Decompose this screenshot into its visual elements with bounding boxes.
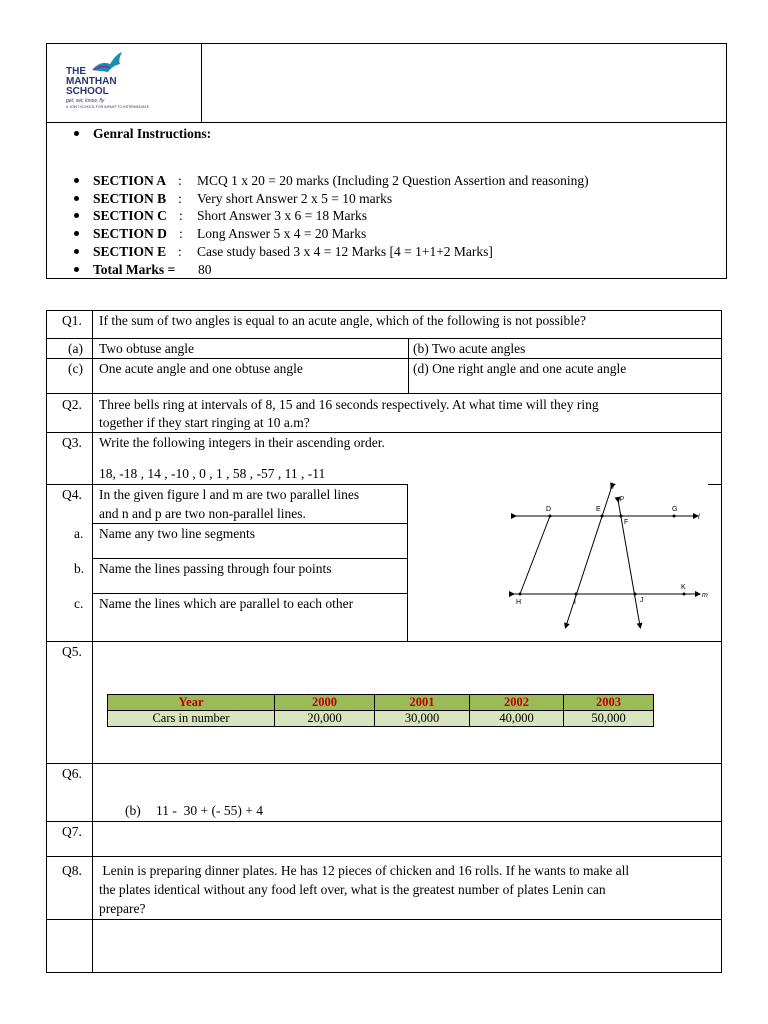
section-e-sep: : (178, 244, 182, 259)
table-header-cell: 2001 (375, 695, 470, 711)
q5-cars-table (107, 694, 654, 727)
row-line (46, 856, 722, 857)
section-e-text: Case study based 3 x 4 = 12 Marks [4 = 1+1+2 Marks] (197, 244, 493, 259)
figure-divider (407, 484, 408, 641)
q1-option-a-label: (a) (68, 341, 83, 356)
section-b-text: Very short Answer 2 x 5 = 10 marks (197, 191, 393, 206)
line-p (618, 500, 640, 626)
q1-option-c: One acute angle and one obtuse angle (99, 361, 303, 376)
section-d-label: SECTION D (93, 226, 167, 241)
label-p: p (620, 495, 624, 502)
bullet-icon (74, 178, 79, 183)
line-n (566, 486, 612, 626)
row-line (46, 763, 722, 764)
table-header-row (108, 695, 654, 711)
section-a-label: SECTION A (93, 173, 167, 188)
table-header-cell: 2000 (275, 695, 375, 711)
bullet-icon (74, 131, 79, 136)
section-d-sep: : (179, 226, 183, 241)
q6-part-b: 11 - 30 + (- 55) + 4 (156, 803, 263, 818)
logo-line2: MANTHAN (66, 76, 117, 87)
label-f: F (624, 519, 629, 526)
label-l: l (698, 514, 700, 521)
section-b-label: SECTION B (93, 191, 167, 206)
q1-text: If the sum of two angles is equal to an acute angle, which of the following is not possible? (99, 313, 587, 328)
row-line (46, 821, 722, 822)
table-cell: 50,000 (564, 711, 654, 727)
logo-line3: SCHOOL (66, 86, 109, 97)
section-b-sep: : (178, 191, 182, 206)
logo-small-text: A JOINT SCHOOL FOR INFANT TO INTERMEDIATE (66, 105, 149, 109)
section-c-label: SECTION C (93, 208, 167, 223)
q4-number: Q4. (62, 487, 82, 502)
label-h: H (516, 599, 522, 606)
q6-number: Q6. (62, 766, 82, 781)
row-line (46, 358, 722, 359)
row-line (46, 641, 722, 642)
table-cell: 40,000 (470, 711, 564, 727)
q1-option-a: Two obtuse angle (99, 341, 195, 356)
table-row (108, 711, 654, 727)
table-cell: Cars in number (108, 711, 275, 727)
section-a-text: MCQ 1 x 20 = 20 marks (Including 2 Question Assertion and reasoning) (197, 173, 589, 188)
row-line (46, 432, 722, 433)
q4-sub-c-label: c. (74, 596, 84, 611)
row-line (92, 523, 408, 524)
q3-numbers: 18, -18 , 14 , -10 , 0 , 1 , 58 , -57 , 11 , -11 (99, 466, 326, 481)
q2-number: Q2. (62, 397, 82, 412)
school-logo (64, 50, 149, 116)
q4-sub-b-label: b. (74, 561, 85, 576)
bullet-icon (74, 231, 79, 236)
section-c-sep: : (179, 208, 183, 223)
bullet-icon (74, 267, 79, 272)
section-a-sep: : (178, 173, 182, 188)
q4-sub-b: Name the lines passing through four points (99, 561, 332, 576)
q4-figure (500, 480, 720, 630)
label-e: E (596, 506, 601, 513)
instructions-title: Genral Instructions: (93, 126, 212, 141)
total-marks-value: 80 (198, 262, 212, 277)
q3-number: Q3. (62, 435, 82, 450)
bullet-icon (74, 196, 79, 201)
label-i: I (574, 599, 576, 606)
q8-line1: Lenin is preparing dinner plates. He has 12 pieces of chicken and 16 rolls. If he wants to make all (99, 863, 630, 878)
table-header-cell: 2002 (470, 695, 564, 711)
label-k: K (681, 584, 686, 591)
q5-number: Q5. (62, 644, 82, 659)
header-divider-horizontal (46, 122, 727, 123)
q4-sub-a-label: a. (74, 526, 84, 541)
table-cell: 30,000 (375, 711, 470, 727)
header-divider-vertical (201, 43, 202, 123)
q1-option-d: (d) One right angle and one acute angle (413, 361, 627, 376)
row-line (46, 338, 722, 339)
q4-line1: In the given figure l and m are two parallel lines (99, 487, 360, 502)
segment-dh (520, 516, 550, 594)
label-m: m (702, 592, 708, 599)
q3-text: Write the following integers in their ascending order. (99, 435, 385, 450)
q8-line3: prepare? (99, 901, 146, 916)
q7-number: Q7. (62, 824, 82, 839)
total-marks-label: Total Marks = (93, 262, 176, 277)
q8-number: Q8. (62, 863, 82, 878)
label-d: D (546, 506, 552, 513)
table-cell: 20,000 (275, 711, 375, 727)
q1-number: Q1. (62, 313, 82, 328)
row-line (46, 484, 408, 485)
q2-line1: Three bells ring at intervals of 8, 15 and 16 seconds respectively. At what time will they ring (99, 397, 599, 412)
logo-line1: THE (66, 66, 86, 77)
q4-line2: and n and p are two non-parallel lines. (99, 506, 306, 521)
label-n: n (610, 484, 614, 491)
table-header-cell: Year (108, 695, 275, 711)
label-j: J (640, 597, 644, 604)
q4-sub-a: Name any two line segments (99, 526, 255, 541)
logo-tagline: get, set, know, fly (66, 98, 105, 104)
q1-option-b: (b) Two acute angles (413, 341, 526, 356)
row-line (46, 919, 722, 920)
label-g: G (672, 506, 678, 513)
bullet-icon (74, 249, 79, 254)
q6-part-b-label: (b) (125, 803, 141, 818)
row-line (92, 558, 408, 559)
q8-line2: the plates identical without any food left over, what is the greatest number of plates Lenin can (99, 882, 606, 897)
q4-sub-c: Name the lines which are parallel to each other (99, 596, 354, 611)
q2-line2: together if they start ringing at 10 a.m? (99, 415, 310, 430)
options-divider (408, 338, 409, 393)
row-line (46, 393, 722, 394)
row-line (92, 593, 408, 594)
table-header-cell: 2003 (564, 695, 654, 711)
section-d-text: Long Answer 5 x 4 = 20 Marks (197, 226, 367, 241)
section-e-label: SECTION E (93, 244, 167, 259)
bullet-icon (74, 213, 79, 218)
section-c-text: Short Answer 3 x 6 = 18 Marks (197, 208, 367, 223)
q1-option-c-label: (c) (68, 361, 83, 376)
